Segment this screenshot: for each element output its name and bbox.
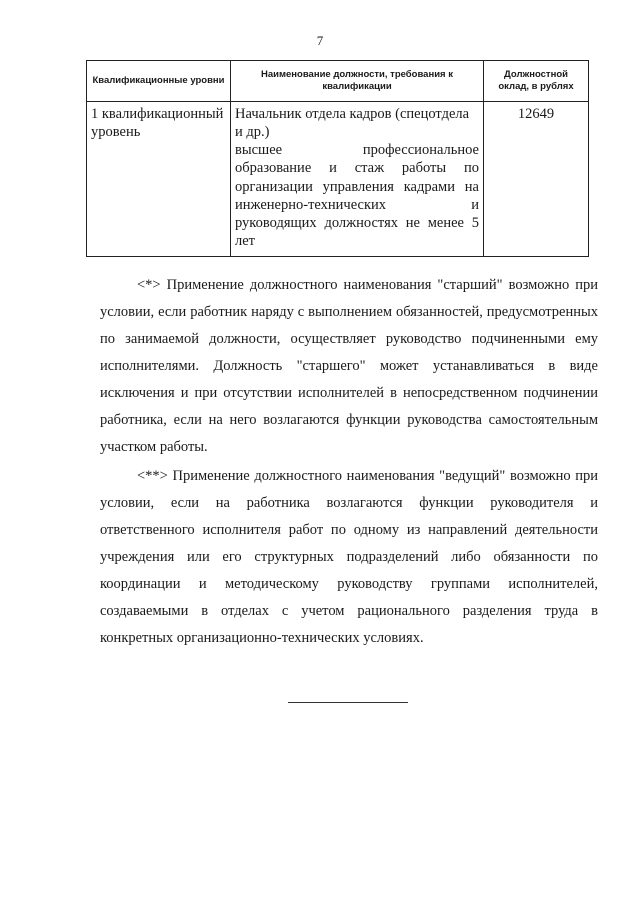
footnote-senior-text: <*> Применение должностного наименования "старший" возможно при условии, если работник наряду с выполнением обязанностей, предусмотренных по занимаемой должности, осуществляет руководство подчиненными ему исполнителями. Должность "старшего" может устанавливаться в виде исключения и при отсутствии исполнителей в непосредственном подчинении работника, если на него возлагаются функции руководства самостоятельным участком работы.: [100, 277, 598, 455]
header-qualification-levels: Квалификационные уровни: [87, 61, 231, 102]
requirement-line: организации управления кадрами на: [235, 178, 479, 195]
page-number: 7: [316, 33, 324, 48]
footnote-senior: [100, 272, 598, 461]
requirement-line: высшее профессиональное: [235, 142, 479, 159]
footnote-leading-text: <**> Применение должностного наименования "ведущий" возможно при условии, если на работника возлагаются функции руководителя и ответственного исполнителя работ по одному из направлений деятельности учреждения или его структурных подразделений либо обязанности по координации и методическому руководству группами исполнителей, создаваемыми в отделах с учетом рационального разделения труда в конкретных организационно-технических условиях.: [100, 468, 598, 646]
footnote-leading: [100, 463, 598, 652]
header-position-requirements: Наименование должности, требования к квалификации: [231, 61, 484, 102]
qualification-table: [86, 60, 589, 257]
footer-divider: [288, 702, 408, 703]
requirement-line: лет: [235, 232, 256, 249]
salary-cell: 12649: [484, 102, 589, 257]
requirement-line: образование и стаж работы по: [235, 160, 479, 177]
requirement-line: руководящих должностях не менее 5: [235, 214, 479, 231]
requirement-line: инженерно-технических и: [235, 196, 479, 213]
position-requirements-cell: [231, 102, 484, 257]
position-title: Начальник отдела кадров (спецотдела и др.): [235, 106, 470, 141]
qualification-level-cell: 1 квалификационный уровень: [87, 102, 231, 257]
header-salary: Должностной оклад, в рублях: [484, 61, 589, 102]
table-row: [87, 102, 589, 257]
table-header-row: [87, 61, 589, 102]
